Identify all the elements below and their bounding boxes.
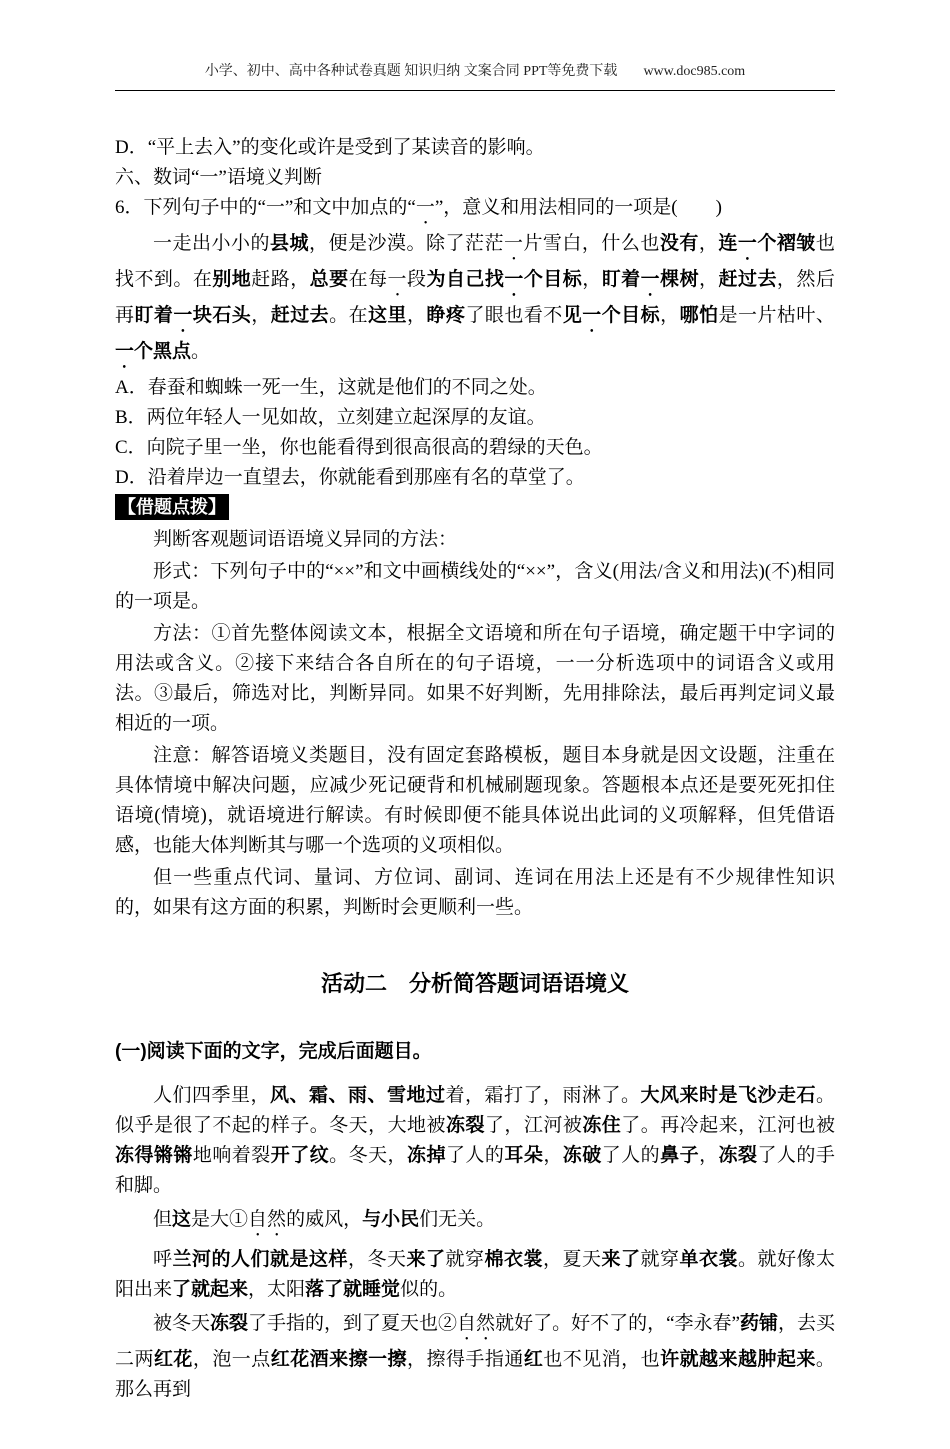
tip-paragraph-1: 判断客观题词语语境义异同的方法：: [153, 529, 458, 550]
header-divider: [115, 90, 835, 91]
header-promo-text: 小学、初中、高中各种试卷真题 知识归纳 文案合同 PPT等免费下载: [204, 64, 618, 79]
reading-paragraph-3: 呼兰河的人们就是这样，冬天来了就穿棉衣裳，夏天来了就穿单衣裳。就好像太阳出来了就起来，太阳落了就睡觉似的。: [115, 1249, 835, 1300]
tip-paragraph-3: 方法：①首先整体阅读文本，根据全文语境和所在句子语境，确定题干中字词的用法或含义。②接下来结合各自所在的句子语境，一一分析选项中的词语含义或用法。③最后，筛选对比，判断异同。如果不好判断，先用排除法，最后再判定词义最相近的一项。: [115, 623, 835, 734]
tip-paragraph-4: 注意：解答语境义类题目，没有固定套路模板，题目本身就是因文设题，注重在具体情境中解决问题，应减少死记硬背和机械刷题现象。答题根本点还是要死死扣住语境(情境)，就语境进行解读。有时候即便不能具体说出此词的义项解释，但凭借语感，也能大体判断其与哪一个选项的义项相似。: [115, 745, 835, 856]
question6-option-b: B．两位年轻人一见如故，立刻建立起深厚的友谊。: [115, 407, 546, 428]
activity-two-heading: 活动二 分析简答题词语语境义: [320, 971, 629, 996]
question6-option-c: C．向院子里一坐，你也能看得到很高很高的碧绿的天色。: [115, 437, 603, 458]
section-six-title: 六、数词“一”语境义判断: [115, 167, 322, 188]
tip-label-row: [115, 493, 835, 523]
question6-option-a: A．春蚕和蜘蛛一死一生，这就是他们的不同之处。: [115, 377, 547, 398]
tip-paragraph-2: 形式：下列句子中的“××”和文中画横线处的“××”，含义(用法/含义和用法)(不)相同的一项是。: [115, 561, 835, 612]
question6-stem: 6．下列句子中的“一”和文中加点的“一”，意义和用法相同的一项是( ): [115, 197, 722, 218]
header-site-url: www.doc985.com: [643, 64, 746, 79]
reading-paragraph-1: 人们四季里，风、霜、雨、雪地过着，霜打了，雨淋了。大风来时是飞沙走石。似乎是很了不起的样子。冬天，大地被冻裂了，江河被冻住了。再冷起来，江河也被冻得锵锵地响着裂开了纹。冬天，冻掉了人的耳朵，冻破了人的鼻子，冻裂了人的手和脚。: [115, 1085, 835, 1196]
reading-paragraph-2: 但这是大①自然的威风，与小民们无关。: [153, 1209, 496, 1230]
page-header: [115, 62, 835, 82]
reading-paragraph-4: 被冬天冻裂了手指的，到了夏天也②自然就好了。好不了的，“李永春”药铺，去买二两红花，泡一点红花酒来擦一擦，擦得手指通红也不见消，也许就越来越肿起来。那么再到: [115, 1313, 835, 1400]
question6-option-d: D．沿着岸边一直望去，你就能看到那座有名的草堂了。: [115, 467, 585, 488]
tip-paragraph-5: 但一些重点代词、量词、方位词、副词、连词在用法上还是有不少规律性知识的，如果有这方面的积累，判断时会更顺利一些。: [115, 867, 835, 918]
question5-option-d: D．“平上去入”的变化或许是受到了某读音的影响。: [115, 137, 545, 158]
tip-label: 【借题点拨】: [115, 494, 229, 520]
reading-intro: (一)阅读下面的文字，完成后面题目。: [115, 1041, 432, 1062]
question6-passage: 一走出小小的县城，便是沙漠。除了茫茫一片雪白，什么也没有，连一个褶皱也找不到。在别地赶路，总要在每一段为自己找一个目标，盯着一棵树，赶过去，然后再盯着一块石头，赶过去。在这里，睁疼了眼也看不见一个目标，哪怕是一片枯叶、一个黑点。: [115, 233, 835, 362]
